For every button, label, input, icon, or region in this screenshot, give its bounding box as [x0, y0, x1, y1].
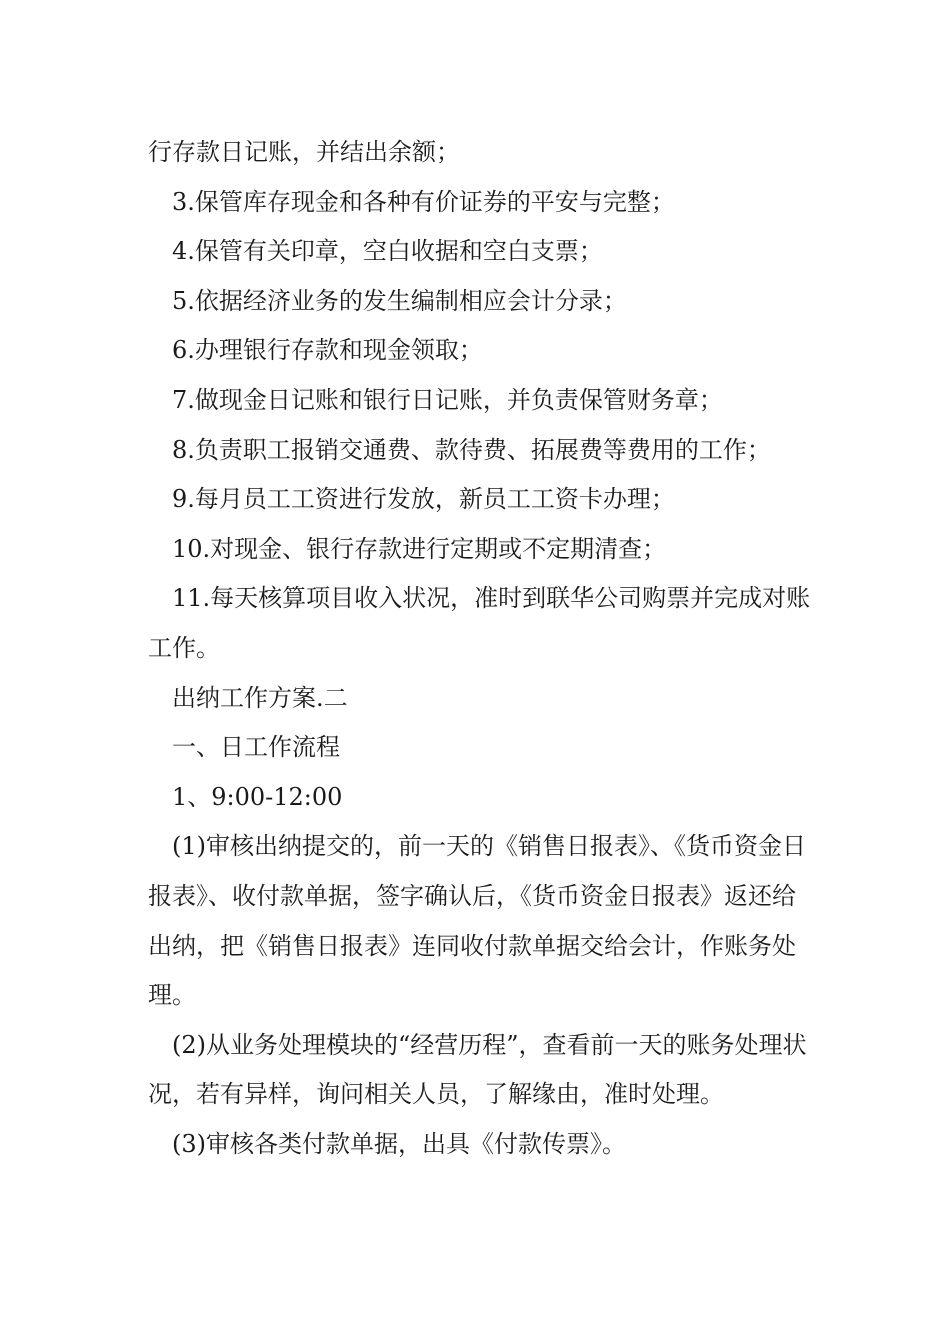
list-item-4: 4.保管有关印章，空白收据和空白支票； — [172, 237, 603, 266]
step-2: (2)从业务处理模块的“经营历程”，查看前一天的账务处理状况，若有异样，询问相关人员，了解缘由，准时处理。 — [148, 1030, 807, 1109]
section-heading: 一、日工作流程 — [172, 733, 340, 762]
list-item-11: 11.每天核算项目收入状况，准时到联华公司购票并完成对账工作。 — [148, 584, 811, 662]
list-item-9: 9.每月员工工资进行发放，新员工工资卡办理； — [172, 485, 675, 514]
time-slot-heading: 1、9:00-12:00 — [172, 782, 343, 811]
list-item-10: 10.对现金、银行存款进行定期或不定期清查； — [172, 534, 667, 563]
list-item-5: 5.依据经济业务的发生编制相应会计分录； — [172, 286, 627, 315]
list-item-3: 3.保管库存现金和各种有价证券的平安与完整； — [172, 187, 675, 216]
step-1: (1)审核出纳提交的，前一天的《销售日报表》、《货币资金日报表》、收付款单据，签字确认后，《货币资金日报表》返还给出纳，把《销售日报表》连同收付款单据交给会计，作账务处理。 — [148, 832, 806, 1010]
list-item-8: 8.负责职工报销交通费、款待费、拓展费等费用的工作； — [172, 435, 771, 464]
paragraph-continuation: 行存款日记账，并结出余额； — [148, 138, 460, 166]
document-body — [148, 128, 818, 1169]
section-title: 出纳工作方案.二 — [172, 683, 348, 712]
step-3: (3)审核各类付款单据，出具《付款传票》。 — [172, 1129, 626, 1158]
list-item-6: 6.办理银行存款和现金领取； — [172, 336, 483, 365]
list-item-7: 7.做现金日记账和银行日记账，并负责保管财务章； — [172, 385, 723, 414]
